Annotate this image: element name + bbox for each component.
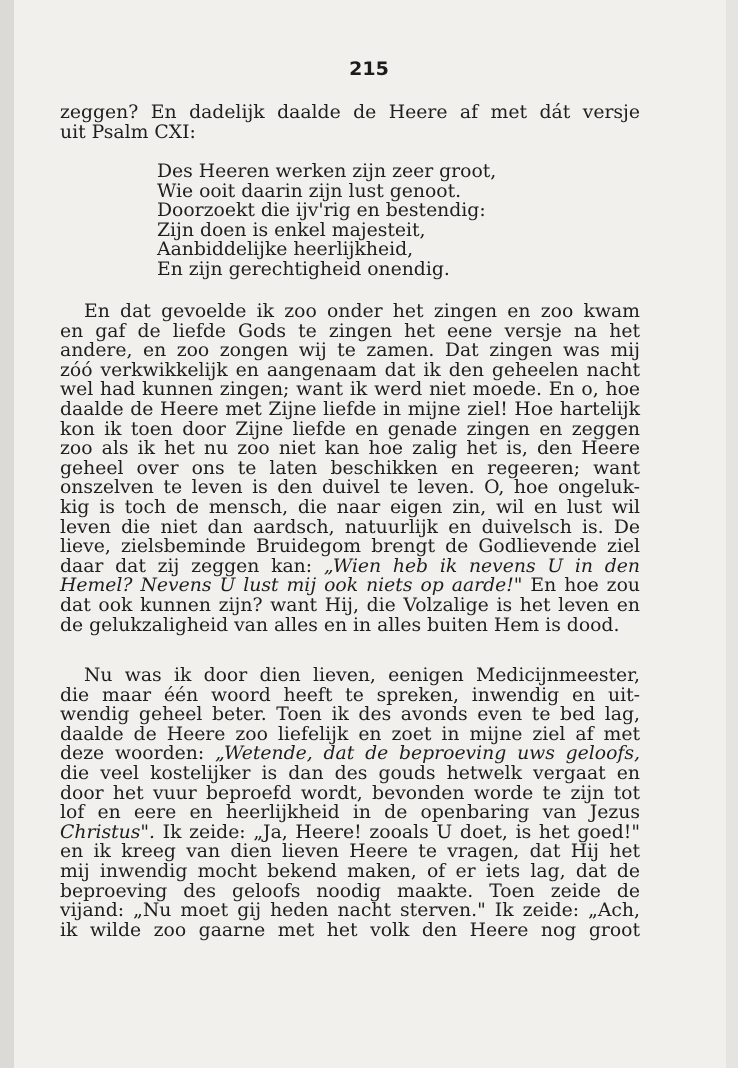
text-line: wendig geheel beter. Toen ik des avonds even te bed lag, xyxy=(60,704,640,726)
text-line: de gelukzaligheid van alles en in alles buiten Hem is dood. xyxy=(60,614,620,636)
scan-edge-right xyxy=(726,0,738,1068)
italic-quote: „Wien heb ik nevens U in den xyxy=(323,555,640,577)
verse-line: Aanbiddelijke heerlijkheid, xyxy=(157,239,414,261)
paragraph-singing xyxy=(60,302,640,635)
psalm-verse xyxy=(157,162,496,280)
text-line xyxy=(60,744,640,764)
text-line: die veel kostelijker is dan des gouds hetwelk vergaat en xyxy=(60,762,640,784)
text-line: ik wilde zoo gaarne met het volk den Heere nog groot xyxy=(60,919,640,941)
text-line: kig is toch de mensch, die naar eigen zin, wil en lust wil xyxy=(60,496,640,518)
verse-line: Zijn doen is enkel majesteit, xyxy=(157,219,426,241)
text-line xyxy=(60,823,640,843)
scan-edge-left xyxy=(0,0,14,1068)
italic-quote: Hemel? Nevens U lust mij ook niets op aarde!" xyxy=(60,575,523,597)
text-line: leven die niet dan aardsch, natuurlijk en duivelsch is. De xyxy=(60,516,640,538)
italic-quote: Christus". xyxy=(60,821,155,843)
text-line: lof en eere en heerlijkheid in de openbaring van Jezus xyxy=(60,802,640,824)
text-line: Nu was ik door dien lieven, eenigen Medicijnmeester, xyxy=(84,665,640,686)
italic-quote: „Wetende, dat de beproeving uws geloofs, xyxy=(214,743,640,765)
text-line: lieve, zielsbeminde Bruidegom brengt de Godlievende ziel xyxy=(60,536,640,558)
text-line: onszelven te leven is den duivel te leven. O, hoe ongeluk- xyxy=(60,477,640,499)
text-line: zoo als ik het nu zoo niet kan hoe zalig het is, den Heere xyxy=(60,438,640,460)
verse-line: En zijn gerechtigheid onendig. xyxy=(157,258,450,280)
text-line: en gaf de liefde Gods te zingen het eene versje na het xyxy=(60,320,640,342)
text-segment: deze woorden: xyxy=(60,743,215,765)
text-line: vijand: „Nu moet gij heden nacht sterven." Ik zeide: „Ach, xyxy=(60,900,640,922)
text-line: geheel over ons te laten beschikken en regeeren; want xyxy=(60,457,640,479)
text-line xyxy=(60,557,640,577)
intro-paragraph xyxy=(60,103,640,142)
text-line: kon ik toen door Zijne liefde en genade zingen en zeggen xyxy=(60,418,640,440)
text-segment: Ik zeide: „Ja, Heere! zooals U doet, is het goed!" xyxy=(154,821,640,843)
text-line: uit Psalm CXI: xyxy=(60,121,196,143)
verse-line: Wie ooit daarin zijn lust genoot. xyxy=(157,180,462,202)
text-line: beproeving des geloofs noodig maakte. Toen zeide de xyxy=(60,880,640,902)
text-line: zeggen? En dadelijk daalde de Heere af met dát versje xyxy=(60,102,640,123)
text-line: wel had kunnen zingen; want ik werd niet moede. En o, hoe xyxy=(60,379,640,401)
text-line: zóó verkwikkelijk en aangenaam dat ik den geheelen nacht xyxy=(60,359,640,381)
text-segment: En hoe zou xyxy=(522,575,640,597)
text-segment: daar dat zij zeggen kan: xyxy=(60,555,324,577)
text-line: daalde de Heere zoo liefelijk en zoet in mijne ziel af met xyxy=(60,723,640,745)
text-line: dat ook kunnen zijn? want Hij, die Volzalige is het leven en xyxy=(60,594,640,616)
text-line xyxy=(60,576,640,596)
text-line: en ik kreeg van dien lieven Heere te vragen, dat Hij het xyxy=(60,841,640,863)
paragraph-healing xyxy=(60,666,640,940)
text-line: daalde de Heere met Zijne liefde in mijne ziel! Hoe hartelijk xyxy=(60,398,640,420)
text-line: die maar één woord heeft te spreken, inwendig en uit- xyxy=(60,684,640,706)
text-line: En dat gevoelde ik zoo onder het zingen en zoo kwam xyxy=(84,301,640,322)
text-line: mij inwendig mocht bekend maken, of er iets lag, dat de xyxy=(60,860,640,882)
page-number: 215 xyxy=(349,58,389,80)
verse-line: Doorzoekt die ijv'rig en bestendig: xyxy=(157,200,486,222)
text-line: door het vuur beproefd wordt, bevonden worde te zijn tot xyxy=(60,782,640,804)
text-line: andere, en zoo zongen wij te zamen. Dat zingen was mij xyxy=(60,340,640,362)
verse-line: Des Heeren werken zijn zeer groot, xyxy=(157,161,497,182)
